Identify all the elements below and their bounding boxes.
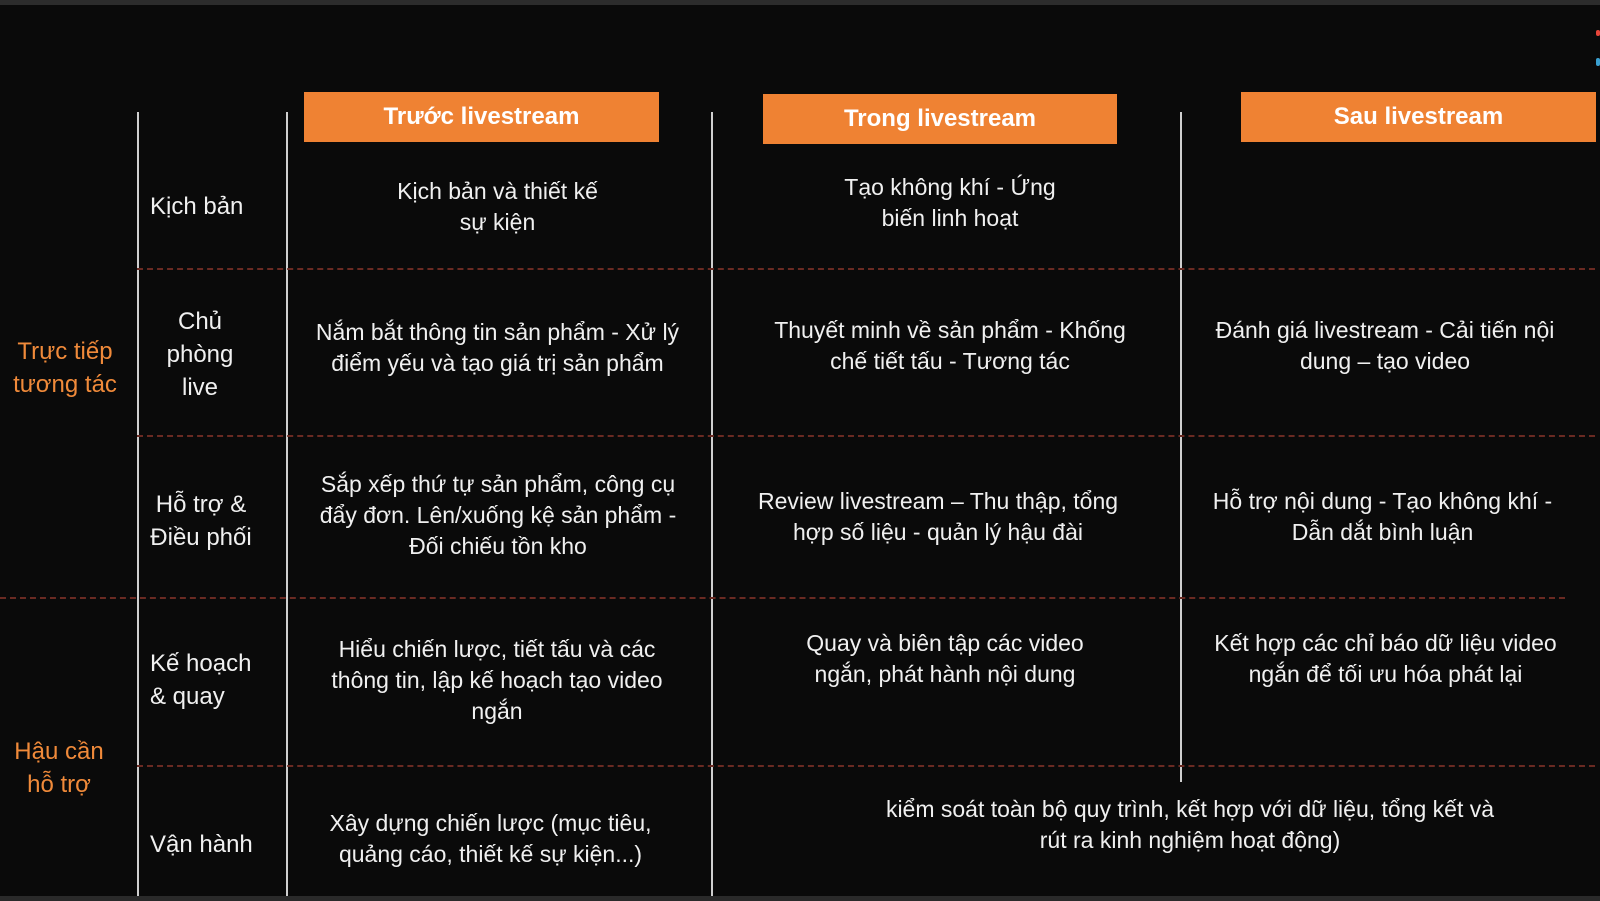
cell-planning-after: Kết hợp các chỉ báo dữ liệu video ngắn để tối ưu hóa phát lại	[1214, 630, 1557, 687]
cell-host-after: Đánh giá livestream - Cải tiến nội dung – tạo video	[1215, 317, 1555, 374]
bottom-edge-bar	[0, 896, 1600, 901]
cell-host-before: Nắm bắt thông tin sản phẩm - Xử lý điểm yếu và tạo giá trị sản phẩm	[315, 319, 680, 376]
row-label-host: Chủ phòng live	[166, 307, 234, 401]
group-label-logistics-support: Hậu cần hỗ trợ	[14, 738, 104, 798]
group-label-interactive: Trực tiếp tương tác	[13, 338, 117, 398]
cell-script-after	[1200, 168, 1580, 238]
divider-vertical-before	[711, 112, 713, 896]
divider-vertical-label	[286, 112, 288, 896]
divider-row-1	[137, 268, 1595, 270]
cell-coordination-during: Review livestream – Thu thập, tổng hợp số liệu - quản lý hậu đài	[757, 488, 1119, 545]
cell-coordination-after: Hỗ trợ nội dung - Tạo không khí - Dẫn dắt bình luận	[1212, 488, 1553, 545]
divider-row-2	[137, 435, 1595, 437]
edge-marker-blue	[1596, 58, 1600, 66]
row-label-coordination: Hỗ trợ & Điều phối	[150, 491, 252, 551]
cell-coordination-before: Sắp xếp thứ tự sản phẩm, công cụ đẩy đơn. Lên/xuống kệ sản phẩm - Đối chiếu tồn kho	[319, 470, 677, 559]
cell-operations-during-after: kiểm soát toàn bộ quy trình, kết hợp với dữ liệu, tổng kết và rút ra kinh nghiệm hoạt động)	[885, 796, 1495, 853]
cell-script-during: Tạo không khí - Ứng biến linh hoạt	[844, 174, 1056, 231]
row-label-planning: Kế hoạch & quay	[150, 650, 252, 710]
cell-host-during: Thuyết minh về sản phẩm - Khống chế tiết tấu - Tương tác	[774, 317, 1126, 374]
cell-operations-before: Xây dựng chiến lược (mục tiêu, quảng cáo, thiết kế sự kiện...)	[329, 810, 652, 867]
divider-vertical-during	[1180, 112, 1182, 782]
divider-row-3	[0, 597, 1565, 599]
cell-planning-before: Hiểu chiến lược, tiết tấu và các thông tin, lập kế hoạch tạo video ngắn	[331, 635, 663, 724]
cell-planning-during: Quay và biên tập các video ngắn, phát hành nội dung	[806, 630, 1084, 687]
divider-vertical-group	[137, 112, 139, 896]
header-after-livestream: Sau livestream	[1241, 92, 1596, 142]
header-before-livestream: Trước livestream	[304, 92, 659, 142]
top-edge-bar	[0, 0, 1600, 5]
header-during-livestream: Trong livestream	[763, 94, 1117, 144]
row-label-operations: Vận hành	[150, 830, 253, 858]
divider-row-4	[137, 765, 1595, 767]
edge-marker-red	[1596, 30, 1600, 36]
row-label-script: Kịch bản	[150, 192, 244, 220]
cell-script-before: Kịch bản và thiết kế sự kiện	[397, 178, 598, 235]
